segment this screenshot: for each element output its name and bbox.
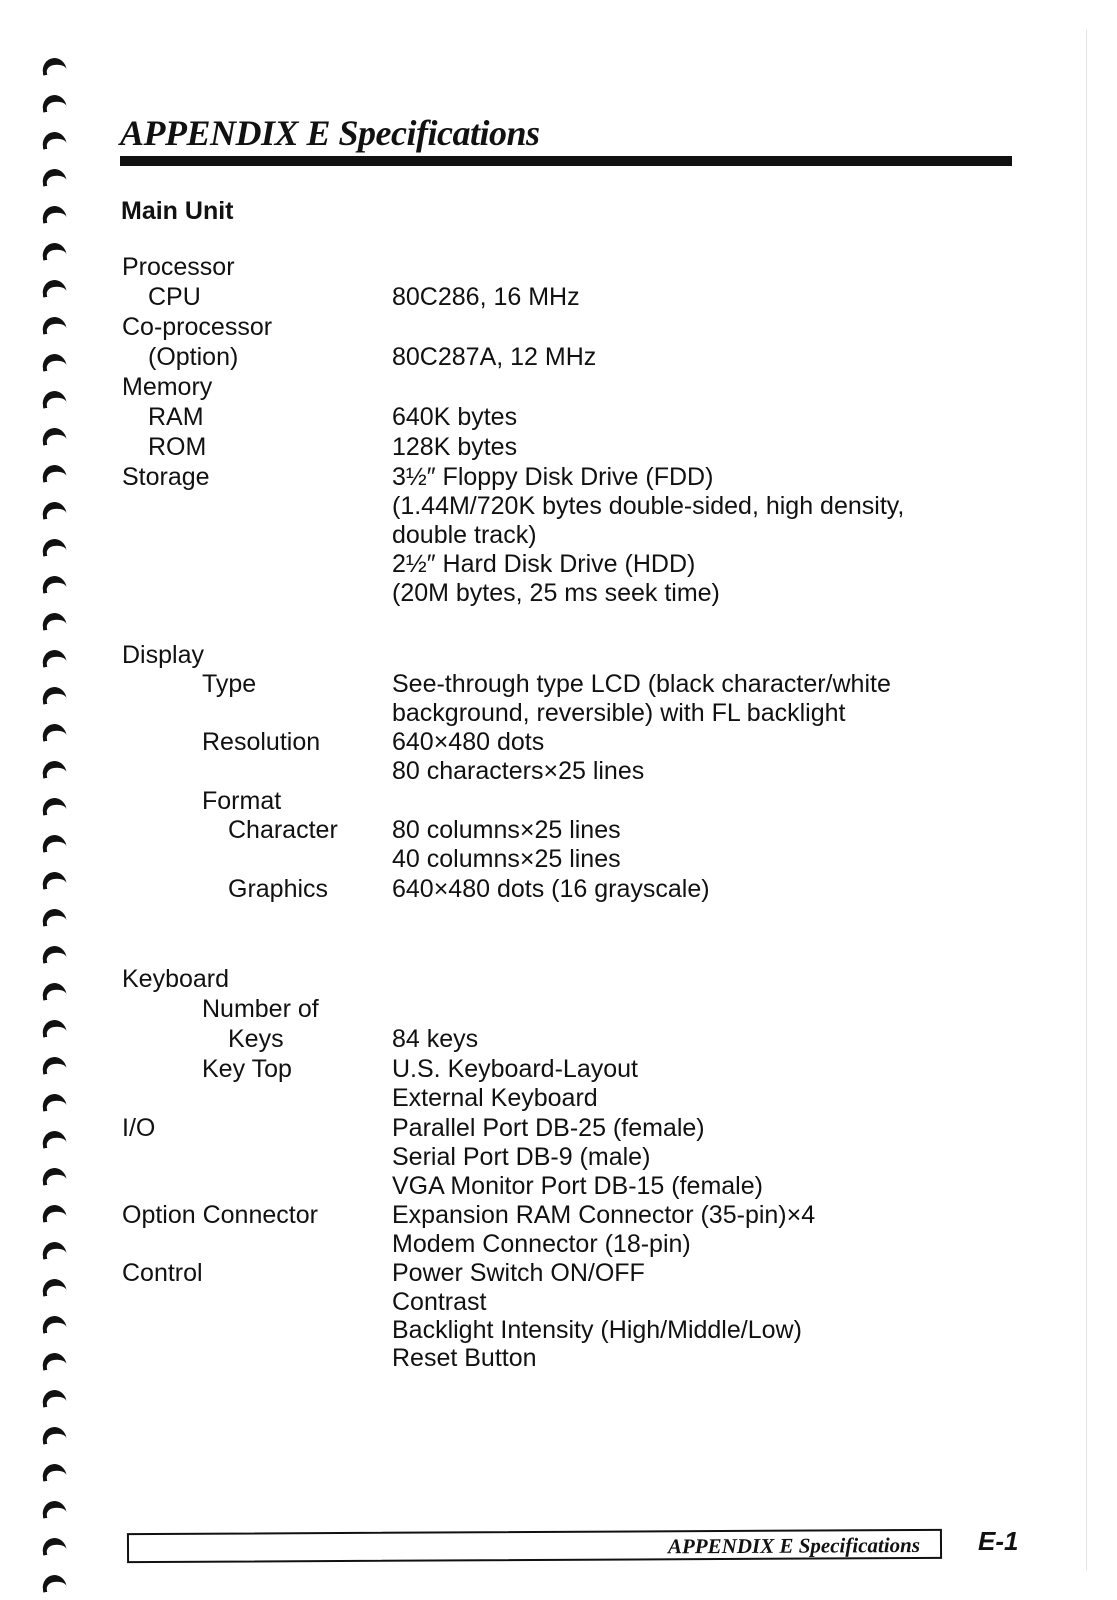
spec-value: (1.44M/720K bytes double-sided, high density, bbox=[392, 492, 905, 520]
spec-row bbox=[0, 1113, 1117, 1143]
spec-label: Graphics bbox=[228, 875, 329, 903]
spec-row bbox=[0, 432, 1117, 462]
spec-value: Power Switch ON/OFF bbox=[392, 1259, 645, 1287]
spec-label: Storage bbox=[122, 463, 210, 491]
spec-label: Control bbox=[122, 1259, 203, 1287]
spec-label: CPU bbox=[148, 283, 201, 311]
spec-label: Format bbox=[202, 787, 282, 815]
spec-row bbox=[0, 282, 1117, 312]
spec-label: Type bbox=[202, 670, 257, 698]
spec-row bbox=[0, 756, 1117, 786]
spec-row bbox=[0, 786, 1117, 816]
spec-value: Expansion RAM Connector (35-pin)×4 bbox=[392, 1201, 816, 1229]
spec-row bbox=[0, 1142, 1117, 1172]
spec-value: VGA Monitor Port DB-15 (female) bbox=[392, 1172, 763, 1200]
spec-row bbox=[0, 1258, 1117, 1288]
spec-value: Backlight Intensity (High/Middle/Low) bbox=[392, 1316, 802, 1344]
spec-row bbox=[0, 669, 1117, 699]
spec-row bbox=[0, 698, 1117, 728]
spec-value: 3½″ Floppy Disk Drive (FDD) bbox=[392, 463, 714, 491]
spec-value: background, reversible) with FL backlight bbox=[392, 699, 846, 727]
spec-label: Key Top bbox=[202, 1055, 292, 1083]
footer-running-title: APPENDIX E Specifications bbox=[667, 1532, 921, 1559]
page-number: E-1 bbox=[978, 1526, 1019, 1556]
binding-ring-icon bbox=[41, 1536, 67, 1555]
spec-value: 84 keys bbox=[392, 1025, 479, 1053]
binding-ring-icon bbox=[41, 204, 67, 223]
binding-ring-icon bbox=[41, 56, 67, 75]
spec-row bbox=[0, 372, 1117, 402]
spec-label: Keys bbox=[228, 1025, 284, 1053]
spec-row bbox=[0, 1054, 1117, 1084]
spec-value: Contrast bbox=[392, 1288, 487, 1316]
spec-row bbox=[0, 1083, 1117, 1113]
spec-value: U.S. Keyboard-Layout bbox=[392, 1055, 638, 1083]
spec-row bbox=[0, 1200, 1117, 1230]
binding-ring-icon bbox=[41, 907, 67, 926]
header-rule bbox=[120, 156, 1012, 166]
spec-row bbox=[0, 402, 1117, 432]
binding-ring-icon bbox=[41, 1499, 67, 1518]
spec-row bbox=[0, 312, 1117, 342]
spec-row bbox=[0, 815, 1117, 845]
binding-ring-icon bbox=[41, 611, 67, 630]
spec-row bbox=[0, 578, 1117, 608]
binding-ring-icon bbox=[41, 93, 67, 112]
binding-ring-icon bbox=[41, 130, 67, 149]
spec-row bbox=[0, 874, 1117, 904]
spec-value: 640×480 dots bbox=[392, 728, 545, 756]
spec-row bbox=[0, 994, 1117, 1024]
spec-row bbox=[0, 844, 1117, 874]
spec-row bbox=[0, 520, 1117, 550]
spec-row bbox=[0, 462, 1117, 492]
spec-label: Memory bbox=[122, 373, 213, 401]
binding-ring-icon bbox=[41, 1462, 67, 1481]
spec-row bbox=[0, 1229, 1117, 1259]
spec-label: Display bbox=[122, 641, 204, 669]
spec-label: Resolution bbox=[202, 728, 321, 756]
spec-label: RAM bbox=[148, 403, 204, 431]
spec-row bbox=[0, 342, 1117, 372]
binding-ring-icon bbox=[41, 1388, 67, 1407]
spec-value: External Keyboard bbox=[392, 1084, 598, 1112]
spec-value: See-through type LCD (black character/white bbox=[392, 670, 891, 698]
spec-value: 80 characters×25 lines bbox=[392, 757, 645, 785]
spec-row bbox=[0, 1024, 1117, 1054]
spec-label: Number of bbox=[202, 995, 319, 1023]
spec-value: 640×480 dots (16 grayscale) bbox=[392, 875, 710, 903]
spec-value: Parallel Port DB-25 (female) bbox=[392, 1114, 705, 1142]
spec-value: 2½″ Hard Disk Drive (HDD) bbox=[392, 550, 696, 578]
spec-label: Processor bbox=[122, 253, 235, 281]
binding-ring-icon bbox=[41, 1425, 67, 1444]
spec-label: Co-processor bbox=[122, 313, 273, 341]
spec-label: Option Connector bbox=[122, 1201, 318, 1229]
spec-row bbox=[0, 640, 1117, 670]
spec-row bbox=[0, 1171, 1117, 1201]
spec-label: Character bbox=[228, 816, 338, 844]
spec-row bbox=[0, 252, 1117, 282]
spec-value: (20M bytes, 25 ms seek time) bbox=[392, 579, 720, 607]
spec-value: 40 columns×25 lines bbox=[392, 845, 621, 873]
spec-label: Keyboard bbox=[122, 965, 230, 993]
spec-value: double track) bbox=[392, 521, 537, 549]
section-title: Main Unit bbox=[121, 197, 234, 225]
spec-row bbox=[0, 1287, 1117, 1317]
spec-row bbox=[0, 727, 1117, 757]
spec-value: 80C286, 16 MHz bbox=[392, 283, 580, 311]
spec-value: Reset Button bbox=[392, 1344, 537, 1372]
spec-row bbox=[0, 1343, 1117, 1373]
spec-row bbox=[0, 549, 1117, 579]
binding-ring-icon bbox=[41, 167, 67, 186]
spec-value: 640K bytes bbox=[392, 403, 518, 431]
spec-value: 128K bytes bbox=[392, 433, 518, 461]
spec-value: Modem Connector (18-pin) bbox=[392, 1230, 691, 1258]
binding-ring-icon bbox=[41, 944, 67, 963]
spec-value: 80C287A, 12 MHz bbox=[392, 343, 597, 371]
spec-row bbox=[0, 964, 1117, 994]
spec-label: I/O bbox=[122, 1114, 156, 1142]
spec-value: Serial Port DB-9 (male) bbox=[392, 1143, 651, 1171]
footer-box bbox=[127, 1529, 942, 1563]
spec-label: (Option) bbox=[148, 343, 239, 371]
spec-value: 80 columns×25 lines bbox=[392, 816, 621, 844]
spec-label: ROM bbox=[148, 433, 207, 461]
spec-row bbox=[0, 1315, 1117, 1345]
spec-row bbox=[0, 491, 1117, 521]
binding-ring-icon bbox=[41, 1573, 67, 1592]
page-title: APPENDIX E Specifications bbox=[120, 113, 540, 153]
